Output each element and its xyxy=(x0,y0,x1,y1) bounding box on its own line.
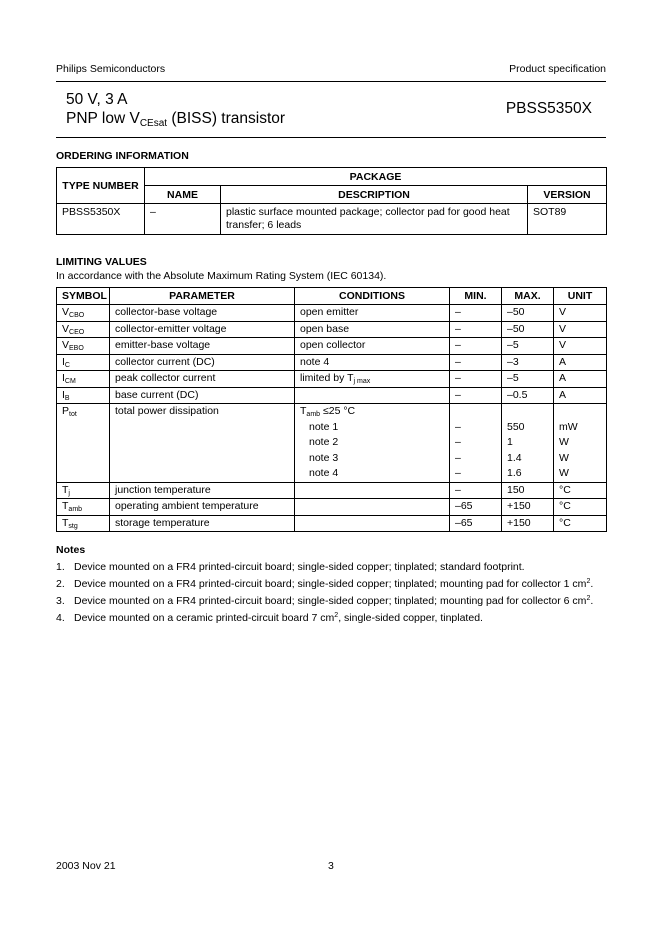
cell-type: PBSS5350X xyxy=(57,204,145,235)
cell-unit: °C xyxy=(554,482,607,499)
cell-conditions: note 4 xyxy=(295,466,450,482)
cell-unit: mW xyxy=(554,420,607,436)
cell-parameter: junction temperature xyxy=(110,482,295,499)
table-row xyxy=(57,321,607,338)
col-package: PACKAGE xyxy=(145,168,607,186)
table-row xyxy=(57,387,607,404)
col-max: MAX. xyxy=(502,288,554,305)
cell-min: –65 xyxy=(450,515,502,532)
note-item: 3. Device mounted on a FR4 printed-circuit board; single-sided copper; tinplated; mounting pad for collector 6 $cm^2$. xyxy=(56,595,594,607)
cell-conditions: $T_{amb} \le 25$ °C xyxy=(295,404,450,420)
cell-symbol: $V_{CEO}$ xyxy=(57,321,110,338)
cell-symbol: $T_j$ xyxy=(57,482,110,499)
cell-max: –0.5 xyxy=(502,387,554,404)
cell-parameter: peak collector current xyxy=(110,371,295,388)
cell-parameter: collector current (DC) xyxy=(110,354,295,371)
title-rule xyxy=(56,137,606,138)
cell-conditions: limited by $T_{j max}$ xyxy=(295,371,450,388)
part-number: PBSS5350X xyxy=(505,100,592,117)
col-name: NAME xyxy=(145,186,221,204)
cell-parameter: collector-base voltage xyxy=(110,305,295,322)
table-row-ptot-note xyxy=(57,451,607,467)
cell-max: –5 xyxy=(502,338,554,355)
cell-unit: W xyxy=(554,451,607,467)
cell-max: –5 xyxy=(502,371,554,388)
table-row xyxy=(57,305,607,322)
cell-symbol: $P_{tot}$ xyxy=(57,404,110,420)
cell-symbol: $T_{stg}$ xyxy=(57,515,110,532)
col-unit: UNIT xyxy=(554,288,607,305)
limits-heading: LIMITING VALUES xyxy=(56,256,147,268)
col-symbol: SYMBOL xyxy=(57,288,110,305)
col-parameter: PARAMETER xyxy=(110,288,295,305)
company-name: Philips Semiconductors xyxy=(56,63,166,75)
cell-max: 1.6 xyxy=(502,466,554,482)
cell-symbol: $V_{EBO}$ xyxy=(57,338,110,355)
table-row xyxy=(57,499,607,516)
cell-parameter: collector-emitter voltage xyxy=(110,321,295,338)
cell-min: – xyxy=(450,305,502,322)
cell-parameter: base current (DC) xyxy=(110,387,295,404)
cell-parameter: emitter-base voltage xyxy=(110,338,295,355)
document-type: Product specification xyxy=(509,63,606,75)
cell-min: – xyxy=(450,387,502,404)
table-row xyxy=(57,204,607,235)
cell-unit: A xyxy=(554,354,607,371)
limits-subtitle: In accordance with the Absolute Maximum Rating System (IEC 60134). xyxy=(56,270,387,282)
cell-max: –50 xyxy=(502,321,554,338)
cell-min: –65 xyxy=(450,499,502,516)
table-row xyxy=(57,515,607,532)
col-min: MIN. xyxy=(450,288,502,305)
cell-max: 150 xyxy=(502,482,554,499)
cell-symbol: $I_C$ xyxy=(57,354,110,371)
title-line-1: 50 V, 3 A xyxy=(66,91,128,108)
cell-max: 1 xyxy=(502,435,554,451)
cell-min: – xyxy=(450,466,502,482)
table-row xyxy=(57,371,607,388)
title-line-2: PNP low $V_{CEsat}$ (BISS) transistor xyxy=(66,110,286,129)
cell-unit: A xyxy=(554,387,607,404)
cell-unit: V xyxy=(554,321,607,338)
table-row xyxy=(57,354,607,371)
note-item: 1. Device mounted on a FR4 printed-circuit board; single-sided copper; tinplated; standard footprint. xyxy=(56,561,525,573)
cell-conditions: note 3 xyxy=(295,451,450,467)
cell-min: – xyxy=(450,321,502,338)
cell-unit: V xyxy=(554,338,607,355)
cell-conditions: open emitter xyxy=(295,305,450,322)
cell-symbol: $V_{CBO}$ xyxy=(57,305,110,322)
table-row-ptot-note xyxy=(57,466,607,482)
cell-version: SOT89 xyxy=(528,204,607,235)
table-row xyxy=(57,482,607,499)
cell-max: +150 xyxy=(502,499,554,516)
cell-conditions xyxy=(295,515,450,532)
cell-unit: °C xyxy=(554,499,607,516)
cell-symbol: $I_B$ xyxy=(57,387,110,404)
col-conditions: CONDITIONS xyxy=(295,288,450,305)
cell-min: – xyxy=(450,354,502,371)
cell-conditions: note 2 xyxy=(295,435,450,451)
limits-table xyxy=(56,287,607,532)
table-row-ptot-note xyxy=(57,420,607,436)
cell-conditions: open base xyxy=(295,321,450,338)
cell-conditions xyxy=(295,387,450,404)
cell-max: +150 xyxy=(502,515,554,532)
note-item: 4. Device mounted on a ceramic printed-circuit board 7 $cm^2$, single-sided copper, tinplated. xyxy=(56,612,483,624)
col-description: DESCRIPTION xyxy=(221,186,528,204)
ordering-heading: ORDERING INFORMATION xyxy=(56,150,189,162)
page-number: 3 xyxy=(328,860,334,872)
cell-min: – xyxy=(450,482,502,499)
cell-min: – xyxy=(450,371,502,388)
cell-conditions: open collector xyxy=(295,338,450,355)
header-rule xyxy=(56,81,606,82)
cell-max: 550 xyxy=(502,420,554,436)
cell-conditions: note 1 xyxy=(295,420,450,436)
cell-max: 1.4 xyxy=(502,451,554,467)
cell-parameter: operating ambient temperature xyxy=(110,499,295,516)
cell-conditions: note 4 xyxy=(295,354,450,371)
limits-header-row xyxy=(57,288,607,305)
cell-name: – xyxy=(145,204,221,235)
cell-unit: W xyxy=(554,466,607,482)
table-row-ptot-note xyxy=(57,435,607,451)
cell-unit: V xyxy=(554,305,607,322)
note-item: 2. Device mounted on a FR4 printed-circuit board; single-sided copper; tinplated; mounting pad for collector 1 $cm^2$. xyxy=(56,578,594,590)
cell-conditions xyxy=(295,482,450,499)
col-type-number: TYPE NUMBER xyxy=(57,168,145,204)
cell-min: – xyxy=(450,451,502,467)
cell-parameter: storage temperature xyxy=(110,515,295,532)
cell-symbol: $T_{amb}$ xyxy=(57,499,110,516)
cell-unit: W xyxy=(554,435,607,451)
cell-unit: °C xyxy=(554,515,607,532)
col-version: VERSION xyxy=(528,186,607,204)
cell-max: –50 xyxy=(502,305,554,322)
ordering-table xyxy=(56,167,607,235)
table-row-ptot xyxy=(57,404,607,420)
cell-symbol: $I_{CM}$ xyxy=(57,371,110,388)
notes-heading: Notes xyxy=(56,544,86,556)
footer-date: 2003 Nov 21 xyxy=(56,860,116,872)
cell-min: – xyxy=(450,338,502,355)
table-row xyxy=(57,338,607,355)
cell-min: – xyxy=(450,435,502,451)
cell-max: –3 xyxy=(502,354,554,371)
page-title xyxy=(66,90,285,128)
cell-parameter: total power dissipation xyxy=(110,404,295,420)
cell-conditions xyxy=(295,499,450,516)
cell-description: plastic surface mounted package; collector pad for good heat transfer; 6 leads xyxy=(221,204,528,235)
cell-min: – xyxy=(450,420,502,436)
cell-unit: A xyxy=(554,371,607,388)
